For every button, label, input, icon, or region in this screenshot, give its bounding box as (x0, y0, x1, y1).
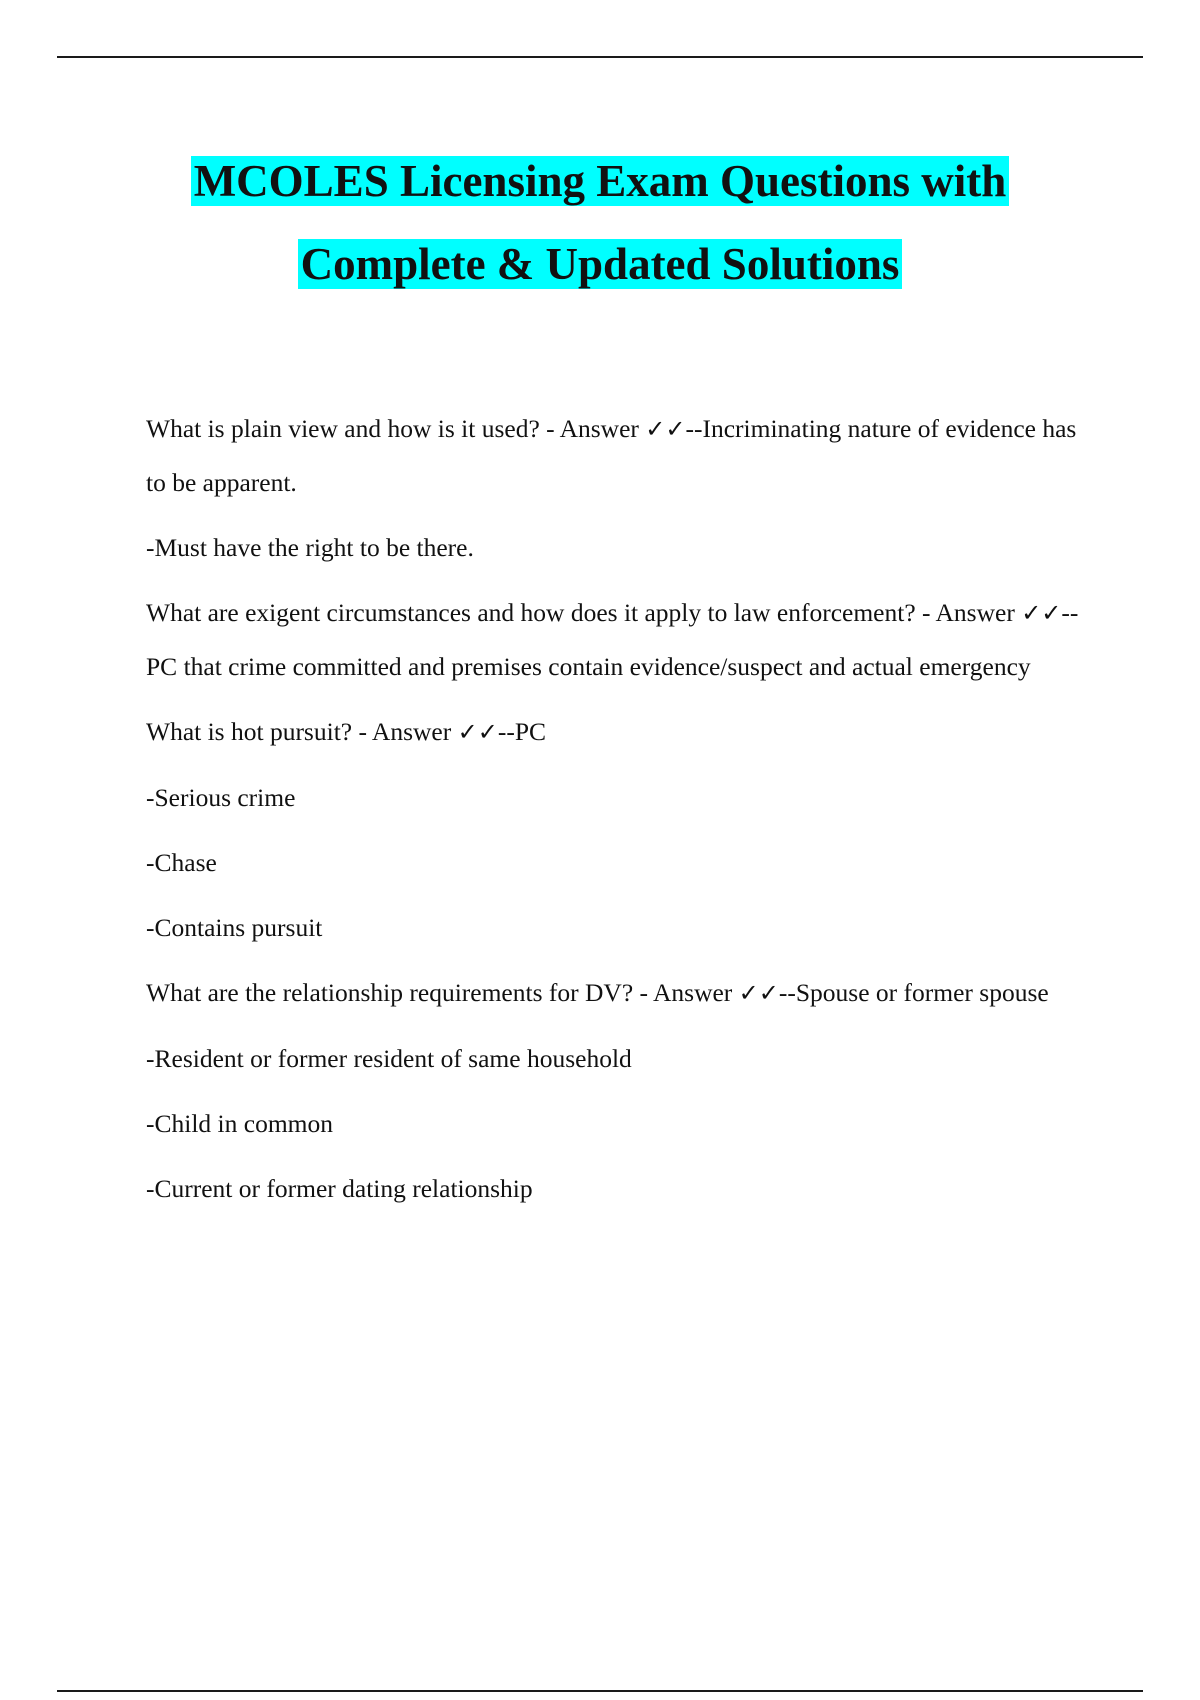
question-text: What are exigent circumstances and how does it apply to law enforcement? - Answer (146, 598, 1022, 627)
question-text: What are the relationship requirements for DV? - Answer (146, 978, 739, 1007)
footer-rule (57, 1690, 1143, 1692)
answer-text: --PC (497, 717, 547, 746)
answer-item: -Chase (146, 848, 217, 877)
document-title (57, 140, 1143, 306)
answer-checkmark-icon: ✓✓ (645, 415, 686, 443)
answer-item: -Must have the right to be there. (146, 533, 474, 562)
answer-item: -Serious crime (146, 783, 296, 812)
header-rule (57, 56, 1143, 58)
question-plain-view (146, 402, 1096, 509)
answer-item: -Resident or former resident of same household (146, 1044, 632, 1073)
document-body (146, 402, 1096, 1227)
question-text: What is hot pursuit? - Answer (146, 717, 458, 746)
title-line-2: Complete & Updated Solutions (298, 239, 903, 289)
answer-checkmark-icon: ✓✓ (457, 718, 498, 746)
question-exigent-circumstances (146, 586, 1096, 693)
answer-text: --Spouse or former spouse (778, 978, 1049, 1007)
answer-text: --PC that crime committed and premises contain evidence/suspect and actual emergency (146, 598, 1079, 681)
answer-item: -Contains pursuit (146, 913, 323, 942)
question-text: What is plain view and how is it used? - Answer (146, 414, 646, 443)
answer-item: -Child in common (146, 1109, 333, 1138)
answer-text: --Incriminating nature of evidence has to be apparent. (146, 414, 1077, 497)
answer-checkmark-icon: ✓✓ (738, 979, 779, 1007)
question-hot-pursuit (146, 705, 1096, 759)
answer-checkmark-icon: ✓✓ (1021, 599, 1062, 627)
title-line-1: MCOLES Licensing Exam Questions with (191, 156, 1010, 206)
question-dv-relationship (146, 966, 1096, 1020)
answer-item: -Current or former dating relationship (146, 1174, 533, 1203)
